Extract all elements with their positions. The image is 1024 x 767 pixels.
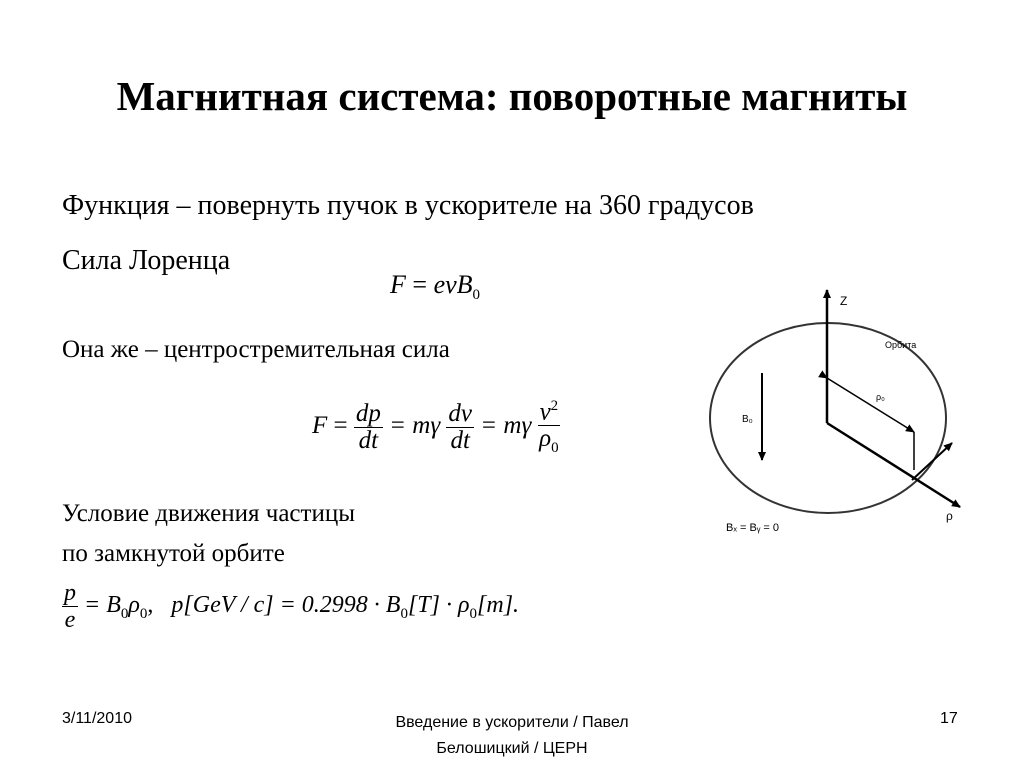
fraction-v2-rho0: $\frac{v^2}{\rho_0}$ (538, 393, 561, 461)
fraction-dp-dt: $\frac{dp}{dt}$ (355, 399, 381, 454)
lorentz-label: Сила Лоренца (62, 245, 231, 276)
velocity-arrow (912, 443, 952, 480)
footer-center-line-1: Введение в ускорители / Павел (395, 714, 629, 731)
function-line: Функция – повернуть пучок в ускорителе на 360 градусов (62, 190, 754, 221)
orbit-diagram (680, 275, 980, 550)
z-label: Z (840, 294, 848, 308)
orbit-equation: $\frac{p}{e}$ = $B_0\rho_0$, $p[GeV / c] = 0.2998 \cdot B_0[T] \cdot \rho_0[m]$. (64, 580, 520, 633)
page-number: 17 (940, 710, 958, 727)
centripetal-label: Она же – центростремительная сила (62, 336, 450, 363)
fraction-p-e: $\frac{p}{e}$ (64, 580, 76, 633)
condition-line-2: по замкнутой орбите (62, 540, 285, 567)
lorentz-equation: F = evB$_0$ (390, 270, 481, 304)
b0-label: B₀ (742, 414, 753, 425)
slide-title: Магнитная система: поворотные магниты (116, 73, 908, 119)
rho0-label: ρ₀ (876, 392, 885, 402)
fraction-dv-dt: $\frac{dv}{dt}$ (448, 399, 473, 454)
rho-label: ρ (946, 509, 953, 523)
rho-axis-arrow (827, 423, 960, 507)
rho0-arrow (827, 378, 914, 432)
condition-line-1: Условие движения частицы (62, 500, 355, 527)
orbit-label: Орбита (885, 340, 917, 350)
footer-center-line-2: Белошицкий / ЦЕРН (436, 740, 588, 757)
footer-date: 3/11/2010 (62, 710, 132, 727)
centripetal-equation: F = $\frac{dp}{dt}$ = mγ $\frac{dv}{dt}$ = mγ $\frac{v^2}{\rho_0}$ (312, 393, 560, 461)
footer-center (332, 710, 692, 762)
bx-by-label: Bₓ = Bᵧ = 0 (726, 522, 780, 534)
